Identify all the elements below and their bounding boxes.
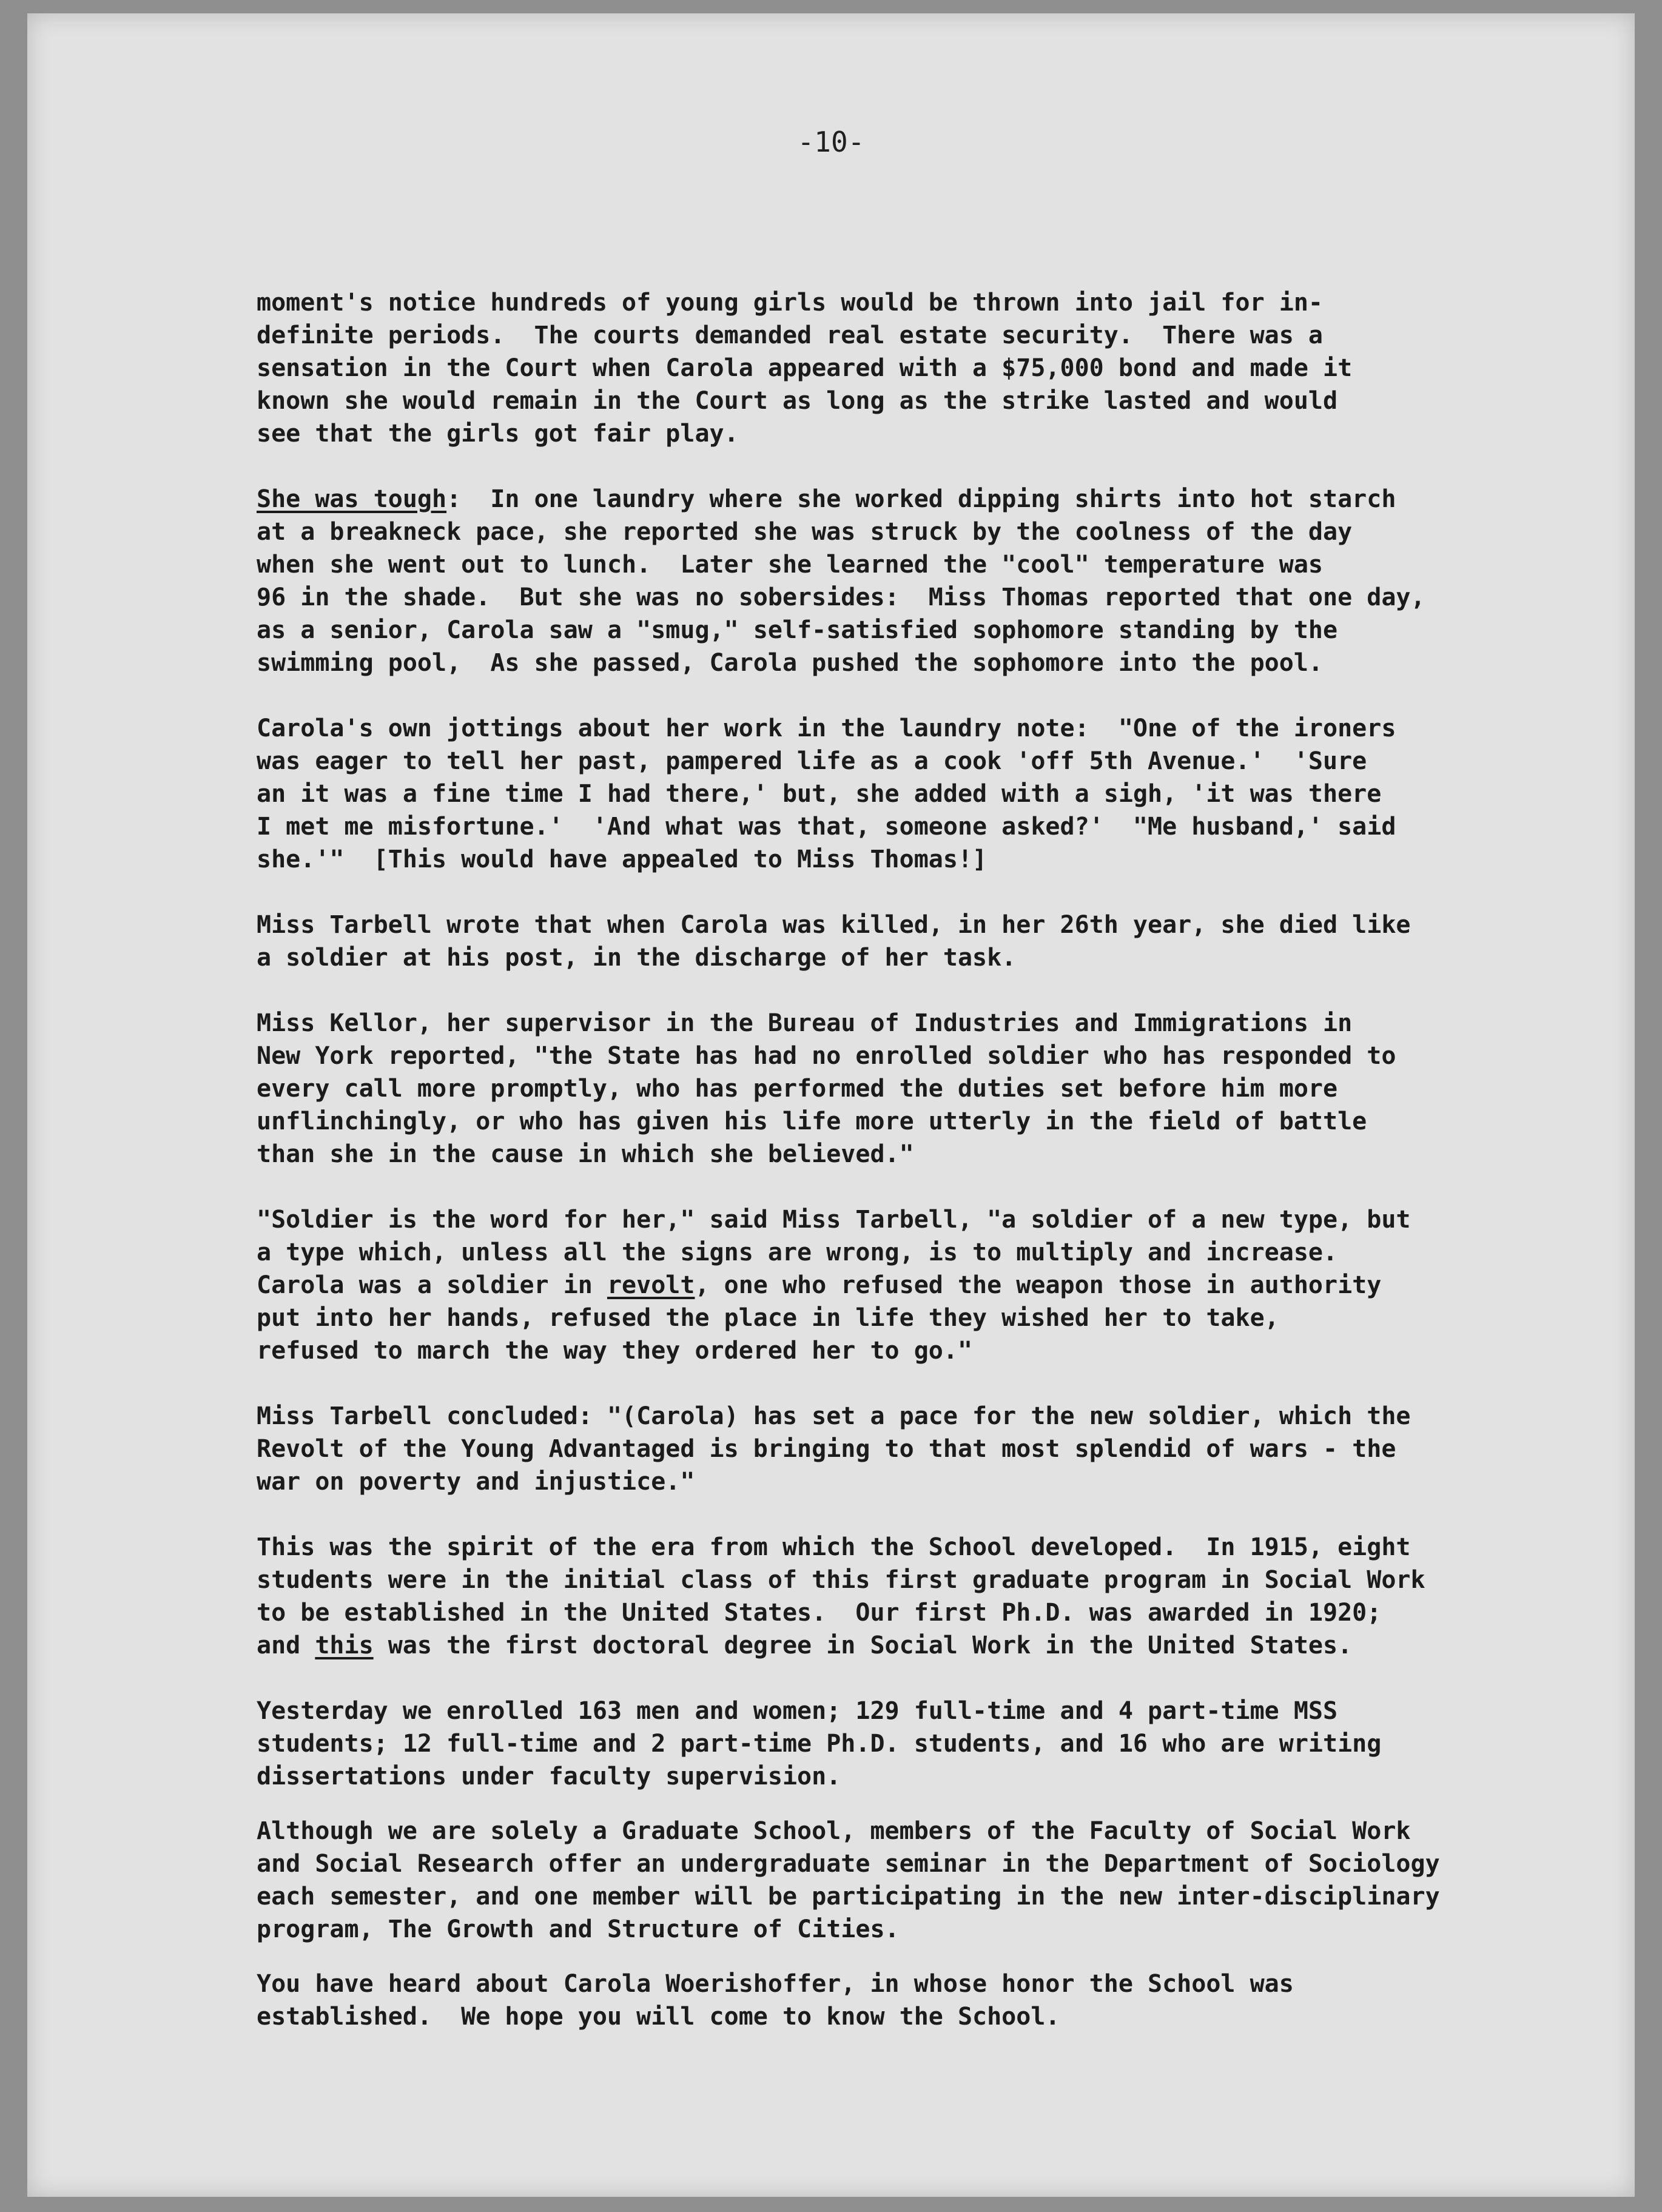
text-fragment: : In one laundry where she worked dipping shirts into hot starch: [446, 485, 1396, 513]
text-line: war on poverty and injustice.": [257, 1468, 695, 1496]
document-body: [257, 286, 1573, 2066]
text-line: than she in the cause in which she believed.": [257, 1140, 914, 1168]
text-line: Miss Tarbell wrote that when Carola was killed, in her 26th year, she died like: [257, 911, 1411, 939]
text-line: was eager to tell her past, pampered life as a cook 'off 5th Avenue.' 'Sure: [257, 747, 1367, 775]
text-line: Although we are solely a Graduate School, members of the Faculty of Social Work: [257, 1817, 1411, 1845]
paragraph-bond: [257, 286, 1573, 450]
text-line: swimming pool, As she passed, Carola pushed the sophomore into the pool.: [257, 649, 1323, 677]
text-line: New York reported, "the State has had no enrolled soldier who has responded to: [257, 1042, 1396, 1070]
text-line: put into her hands, refused the place in life they wished her to take,: [257, 1304, 1279, 1332]
text-fragment: Carola was a soldier in: [257, 1271, 607, 1299]
text-line: Yesterday we enrolled 163 men and women; 129 full-time and 4 part-time MSS: [257, 1697, 1338, 1725]
text-line: Revolt of the Young Advantaged is bringing to that most splendid of wars - the: [257, 1435, 1396, 1463]
text-line: to be established in the United States. Our first Ph.D. was awarded in 1920;: [257, 1599, 1382, 1627]
text-line: an it was a fine time I had there,' but, she added with a sigh, 'it was there: [257, 780, 1382, 808]
page-number: -10-: [797, 126, 865, 158]
text-line: and Social Research offer an undergraduate seminar in the Department of Sociology: [257, 1850, 1440, 1878]
underlined-word: this: [315, 1632, 374, 1659]
text-line: 96 in the shade. But she was no sobersides: Miss Thomas reported that one day,: [257, 583, 1425, 611]
paragraph-tarbell-concluded: [257, 1400, 1573, 1498]
text-line: a soldier at his post, in the discharge of her task.: [257, 944, 1017, 972]
paragraph-enrollment: [257, 1695, 1573, 1793]
text-line: see that the girls got fair play.: [257, 420, 739, 448]
text-line: program, The Growth and Structure of Cities.: [257, 1915, 900, 1943]
text-line: every call more promptly, who has performed the duties set before him more: [257, 1075, 1338, 1103]
text-line: refused to march the way they ordered her to go.": [257, 1337, 973, 1365]
text-line: You have heard about Carola Woerishoffer, in whose honor the School was: [257, 1970, 1294, 1998]
text-fragment: was the first doctoral degree in Social Work in the United States.: [373, 1632, 1353, 1659]
text-line: when she went out to lunch. Later she learned the "cool" temperature was: [257, 551, 1323, 579]
text-line: each semester, and one member will be participating in the new inter-disciplinary: [257, 1883, 1440, 1911]
text-line: Miss Kellor, her supervisor in the Bureau of Industries and Immigrations in: [257, 1009, 1353, 1037]
text-line: students; 12 full-time and 2 part-time Ph.D. students, and 16 who are writing: [257, 1730, 1382, 1758]
text-line: Carola's own jottings about her work in the laundry note: "One of the ironers: [257, 714, 1396, 742]
text-line: students were in the initial class of this first graduate program in Social Work: [257, 1566, 1425, 1594]
text-line: I met me misfortune.' 'And what was that, someone asked?' "Me husband,' said: [257, 813, 1396, 841]
text-line: [257, 1269, 1573, 1302]
paragraph-spirit-of-era: [257, 1531, 1573, 1662]
paragraph-tough: [257, 483, 1573, 679]
text-line: unflinchingly, or who has given his life more utterly in the field of battle: [257, 1108, 1367, 1135]
paragraph-tarbell-killed: [257, 909, 1573, 974]
text-line: she.'" [This would have appealed to Miss Thomas!]: [257, 845, 987, 873]
text-line: established. We hope you will come to know the School.: [257, 2003, 1060, 2031]
underlined-phrase: She was tough: [257, 485, 447, 513]
text-line: known she would remain in the Court as long as the strike lasted and would: [257, 387, 1338, 415]
text-fragment: , one who refused the weapon those in authority: [695, 1271, 1382, 1299]
text-line: dissertations under faculty supervision.: [257, 1763, 841, 1790]
text-line: Miss Tarbell concluded: "(Carola) has set a pace for the new soldier, which the: [257, 1402, 1411, 1430]
paragraph-kellor: [257, 1007, 1573, 1171]
paragraph-closing: [257, 1968, 1573, 2033]
text-fragment: and: [257, 1632, 315, 1659]
text-line: [257, 1629, 1573, 1662]
text-line: as a senior, Carola saw a "smug," self-satisfied sophomore standing by the: [257, 616, 1338, 644]
text-line: definite periods. The courts demanded real estate security. There was a: [257, 321, 1323, 349]
text-line: moment's notice hundreds of young girls would be thrown into jail for in-: [257, 289, 1323, 317]
text-line: [257, 483, 1573, 516]
document-page: [27, 13, 1635, 2197]
paragraph-graduate-school: [257, 1815, 1573, 1946]
paragraph-jottings: [257, 712, 1573, 876]
text-line: This was the spirit of the era from which the School developed. In 1915, eight: [257, 1533, 1411, 1561]
text-line: "Soldier is the word for her," said Miss Tarbell, "a soldier of a new type, but: [257, 1206, 1411, 1234]
text-line: at a breakneck pace, she reported she was struck by the coolness of the day: [257, 518, 1353, 546]
text-line: sensation in the Court when Carola appeared with a $75,000 bond and made it: [257, 354, 1353, 382]
paragraph-soldier: [257, 1203, 1573, 1367]
underlined-word: revolt: [607, 1271, 695, 1299]
text-line: a type which, unless all the signs are wrong, is to multiply and increase.: [257, 1239, 1338, 1266]
